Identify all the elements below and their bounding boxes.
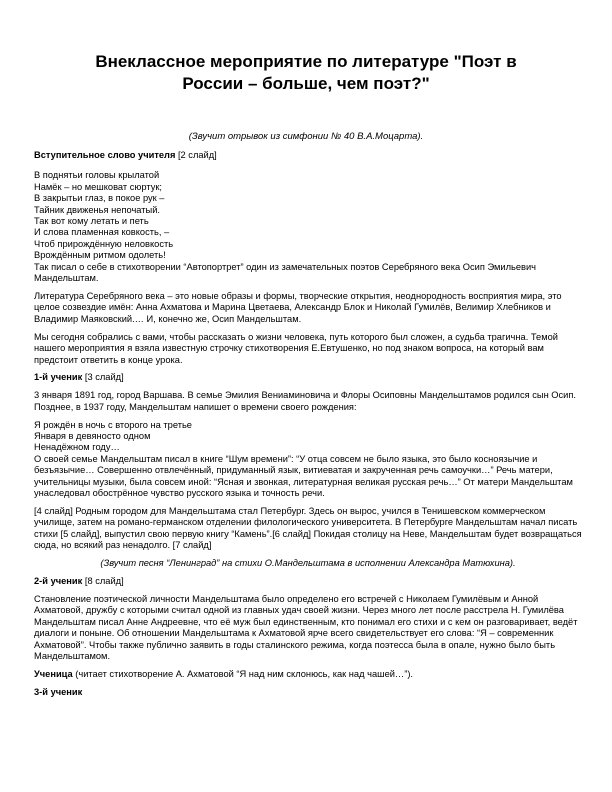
poem-line: Я рождён в ночь с второго на третье <box>34 419 192 430</box>
paragraph: Так писал о себе в стихотворении “Автопортрет” один из замечательных поэтов Серебряного века Осип Эмильевич Мандельштам. <box>34 261 537 284</box>
poem-line: Намёк – но мешковат сюртук; <box>34 181 162 192</box>
poem-line: Чтоб прирождённую неловкость <box>34 238 174 249</box>
poem-line: Января в девяносто одном <box>34 431 151 442</box>
poem-line: Так вот кому летать и петь <box>34 216 149 227</box>
section-heading-student-3 <box>34 687 582 698</box>
section-heading-label: Вступительное слово учителя <box>34 150 176 160</box>
section-heading-teacher <box>34 150 582 161</box>
poem-line: Тайник движенья непочатый. <box>34 204 160 215</box>
title-line-1: Внеклассное мероприятие по литературе "Поэт в <box>95 52 517 71</box>
poem-birth <box>34 420 582 454</box>
reading-note: (читает стихотворение А. Ахматовой “Я над ним склонюсь, как над чашей…”). <box>72 668 414 679</box>
paragraph: Литература Серебряного века – это новые образы и формы, творческие открытия, неоднородность восприятия мира, это целое созвездие имён: Анна Ахматова и Марина Цветаева, Александр Блок и Николай Гумилёв, Велимир Хлебников и Владимир Маяковский.… И, конечно же, Осип Мандельштам. <box>34 290 562 324</box>
paragraph: Мы сегодня собрались с вами, чтобы рассказать о жизни человека, путь которого был сложен, а судьба трагична. Темой нашего мероприятия я взяла известную строчку стихотворения Е.Евтушенко, но под знаком вопроса, на который вам предстоит ответить в конце урока. <box>34 331 558 365</box>
section-heading-label: 1-й ученик <box>34 372 83 383</box>
poem-self-portrait <box>34 170 582 261</box>
document-title <box>40 51 572 95</box>
document-body <box>34 150 582 698</box>
poem-line: В закрытьи глаз, в покое рук – <box>34 193 165 204</box>
slide-ref: [3 слайд] <box>82 372 124 383</box>
poem-line: В поднятьи головы крылатой <box>34 170 160 181</box>
paragraph: [4 слайд] Родным городом для Мандельштама стал Петербург. Здесь он вырос, учился в Тенишевском коммерческом училище, затем на романо-германском отделении филологического университета. В Петербурге Мандельштам начал писать стихи [5 слайд], выпустил свою первую книгу “Камень”.[6 слайд] Покидая столицу на Неве, Мандельштам будет возвращаться сюда, но всякий раз ненадолго. [7 слайд] <box>34 505 582 551</box>
poem-line: Врождённым ритмом одолеть! <box>34 250 166 261</box>
poem-line: Ненадёжном году… <box>34 442 120 453</box>
section-heading-label: 2-й ученик <box>34 576 83 586</box>
paragraph: 3 января 1891 год, город Варшава. В семье Эмилия Вениаминовича и Флоры Осиповны Мандельштамов родился сын Осип. Позднее, в 1937 году, Мандельштам напишет о времени своего рождения: <box>34 390 576 412</box>
intro-note: (Звучит отрывок из симфонии № 40 В.А.Моцарта). <box>188 131 424 142</box>
song-note: (Звучит песня “Ленинград” на стихи О.Мандельштама в исполнении Александра Матюхина). <box>100 558 516 569</box>
section-heading-label: 3-й ученик <box>34 686 83 697</box>
section-heading-student-1 <box>34 372 582 383</box>
slide-ref: [8 слайд] <box>82 576 124 586</box>
paragraph: Становление поэтической личности Мандельштама было определено его встречей с Николаем Гумилёвым и Анной Ахматовой, дружбу с которыми считал одной из главных удач своей жизни. Через много лет после расстрела Н. Гумилёва Мандельштам писал Анне Андреевне, что её муж был единственным, кто понимал его стихи и с кем он разговаривает, ведёт диалоги и поныне. Об отношении Мандельштама к Ахматовой ярче всего свидетельствует его слова: “Я – современник Ахматовой”. Чтобы также публично заявить в годы сталинского режима, когда поэтесса была в опале, нужно было быть Мандельштамом. <box>34 593 578 661</box>
section-heading-student-2 <box>34 576 582 587</box>
section-heading-label: Ученица <box>34 668 73 679</box>
title-line-2: России – больше, чем поэт?" <box>182 74 430 93</box>
section-heading-schoolgirl <box>34 669 582 680</box>
paragraph: О своей семье Мандельштам писал в книге “Шум времени”: “У отца совсем не было языка, это было косноязычие и безъязычие… Совершенно отвлечённый, придуманный язык, витиеватая и закрученная речь самоучки…” Речь матери, учительницы музыки, была совсем иной: “Ясная и звонкая, литературная великая русская речь…” От матери Мандельштам унаследовал обострённое чувство русского языка и точность речи. <box>34 453 573 499</box>
slide-ref: [2 слайд] <box>175 150 217 160</box>
poem-line: И слова пламенная ковкость, – <box>34 227 170 238</box>
